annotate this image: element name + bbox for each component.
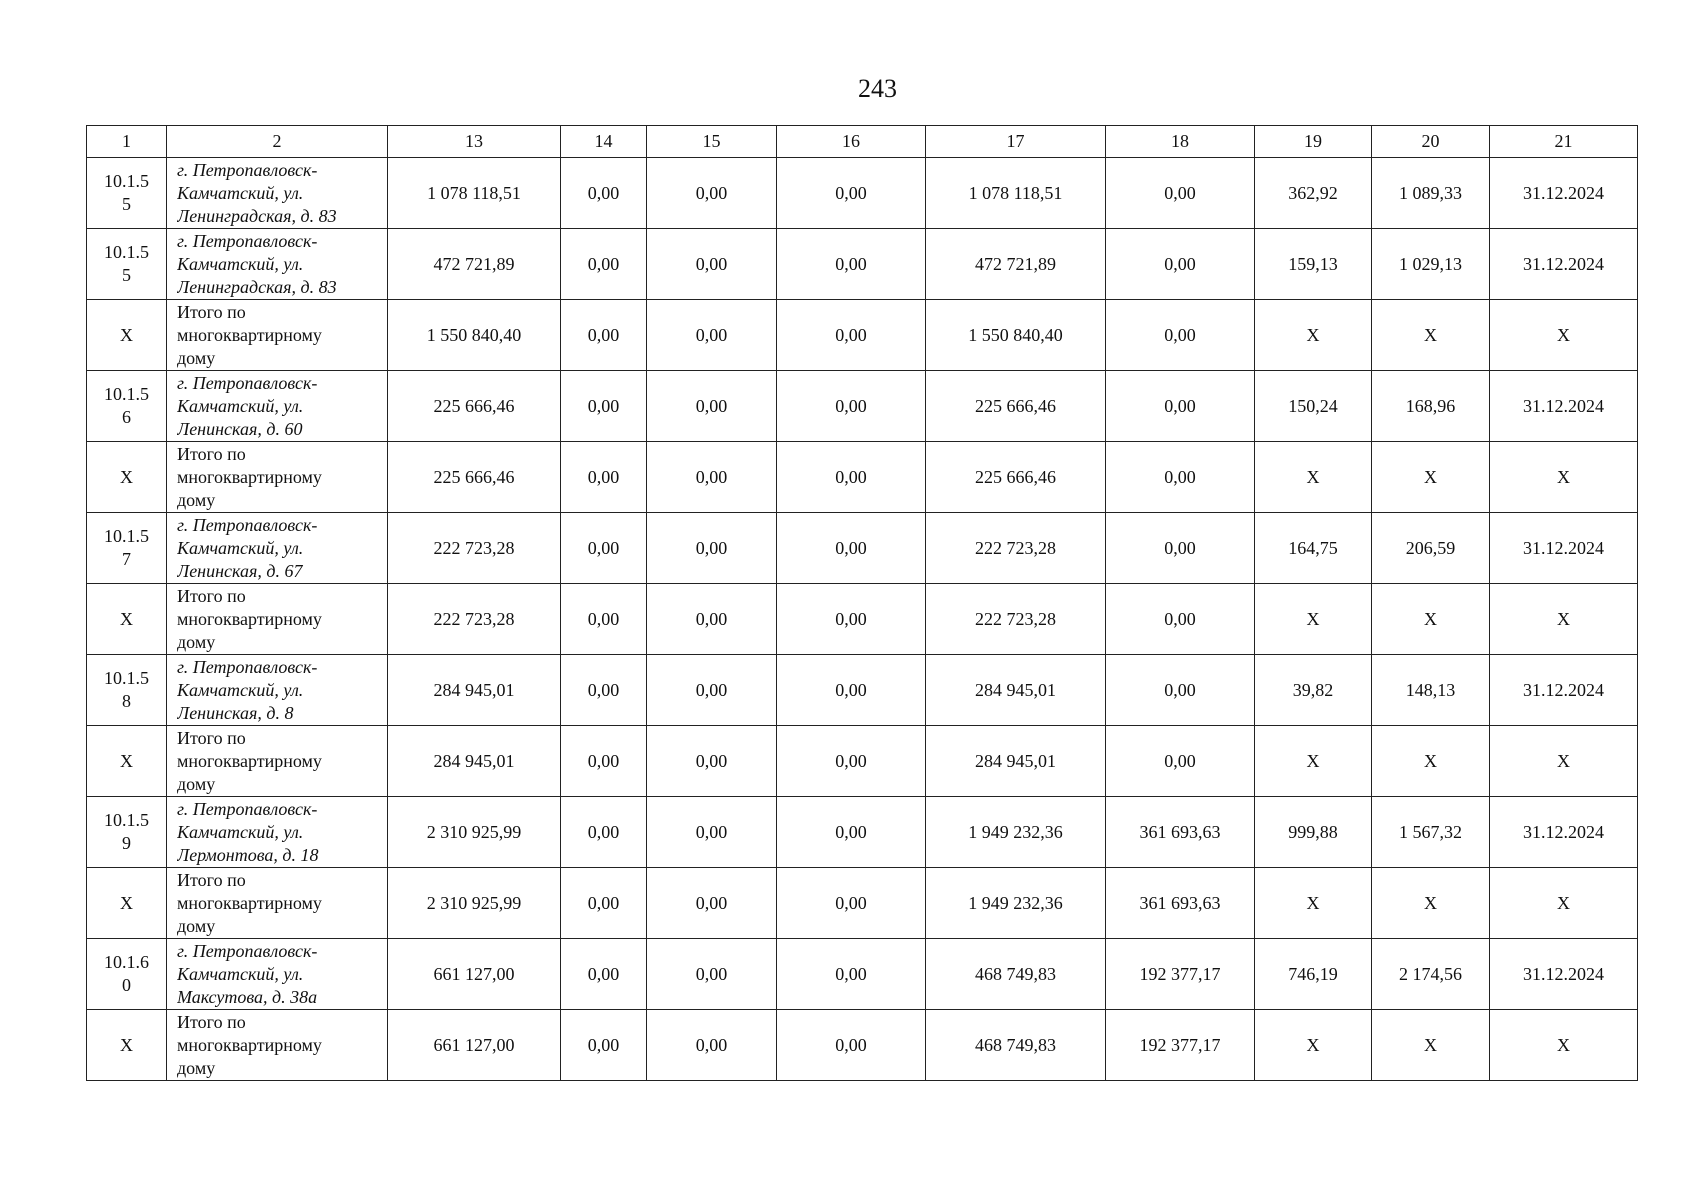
row-number-cell: 10.1.5 9 (87, 797, 167, 868)
address-cell (167, 797, 388, 868)
address-cell (167, 371, 388, 442)
value-cell-16: 0,00 (777, 371, 926, 442)
value-cell-13: 222 723,28 (388, 513, 561, 584)
value-cell-14: 0,00 (561, 442, 647, 513)
value-cell-18: 0,00 (1106, 442, 1255, 513)
table-body (87, 126, 1638, 1081)
row-number-cell: Х (87, 868, 167, 939)
value-cell-18: 0,00 (1106, 229, 1255, 300)
address-line: многоквартирному (177, 893, 322, 913)
table-row (87, 939, 1638, 1010)
value-cell-19: 746,19 (1255, 939, 1372, 1010)
row-number-cell: 10.1.5 5 (87, 229, 167, 300)
value-cell-16: 0,00 (777, 726, 926, 797)
value-cell-15: 0,00 (647, 655, 777, 726)
value-cell-16: 0,00 (777, 229, 926, 300)
address-line: Камчатский, ул. (177, 822, 304, 842)
address-line: многоквартирному (177, 467, 322, 487)
value-cell-14: 0,00 (561, 726, 647, 797)
value-cell-21: 31.12.2024 (1490, 371, 1638, 442)
value-cell-16: 0,00 (777, 939, 926, 1010)
address-line: Лермонтова, д. 18 (177, 845, 319, 865)
address-cell (167, 655, 388, 726)
page-number: 243 (858, 74, 897, 103)
address-text (177, 229, 387, 299)
value-cell-14: 0,00 (561, 1010, 647, 1081)
value-cell-13: 284 945,01 (388, 655, 561, 726)
address-line: г. Петропавловск- (177, 799, 318, 819)
value-cell-20: Х (1372, 584, 1490, 655)
value-cell-20: 2 174,56 (1372, 939, 1490, 1010)
table-header-row (87, 126, 1638, 158)
address-cell (167, 300, 388, 371)
value-cell-14: 0,00 (561, 655, 647, 726)
value-cell-14: 0,00 (561, 229, 647, 300)
table-row (87, 229, 1638, 300)
address-line: многоквартирному (177, 325, 322, 345)
value-cell-21: Х (1490, 1010, 1638, 1081)
value-cell-13: 222 723,28 (388, 584, 561, 655)
address-line: г. Петропавловск- (177, 231, 318, 251)
column-header: 18 (1106, 126, 1255, 158)
value-cell-15: 0,00 (647, 513, 777, 584)
value-cell-15: 0,00 (647, 868, 777, 939)
value-cell-14: 0,00 (561, 939, 647, 1010)
address-line: Итого по (177, 302, 246, 322)
value-cell-13: 225 666,46 (388, 371, 561, 442)
address-line: дому (177, 916, 216, 936)
value-cell-13: 472 721,89 (388, 229, 561, 300)
address-cell (167, 868, 388, 939)
address-line: дому (177, 774, 216, 794)
value-cell-21: Х (1490, 300, 1638, 371)
value-cell-13: 2 310 925,99 (388, 868, 561, 939)
value-cell-17: 225 666,46 (926, 442, 1106, 513)
address-line: Итого по (177, 1012, 246, 1032)
column-header: 19 (1255, 126, 1372, 158)
table-row (87, 655, 1638, 726)
table-row (87, 797, 1638, 868)
row-number-cell: Х (87, 584, 167, 655)
value-cell-19: Х (1255, 584, 1372, 655)
value-cell-16: 0,00 (777, 158, 926, 229)
value-cell-19: 999,88 (1255, 797, 1372, 868)
address-line: Камчатский, ул. (177, 964, 304, 984)
column-header: 20 (1372, 126, 1490, 158)
table-row (87, 300, 1638, 371)
value-cell-17: 225 666,46 (926, 371, 1106, 442)
value-cell-18: 0,00 (1106, 371, 1255, 442)
value-cell-20: Х (1372, 726, 1490, 797)
address-line: многоквартирному (177, 751, 322, 771)
value-cell-21: Х (1490, 584, 1638, 655)
value-cell-18: 361 693,63 (1106, 797, 1255, 868)
value-cell-19: Х (1255, 726, 1372, 797)
row-number-cell: 10.1.5 5 (87, 158, 167, 229)
address-line: г. Петропавловск- (177, 941, 318, 961)
column-header: 14 (561, 126, 647, 158)
address-line: дому (177, 490, 216, 510)
address-cell (167, 158, 388, 229)
table-row (87, 513, 1638, 584)
table-row (87, 1010, 1638, 1081)
address-text (177, 158, 387, 228)
address-line: многоквартирному (177, 609, 322, 629)
value-cell-16: 0,00 (777, 300, 926, 371)
value-cell-14: 0,00 (561, 868, 647, 939)
address-line: дому (177, 348, 216, 368)
address-line: Итого по (177, 586, 246, 606)
column-header: 13 (388, 126, 561, 158)
value-cell-18: 192 377,17 (1106, 939, 1255, 1010)
value-cell-19: 150,24 (1255, 371, 1372, 442)
value-cell-20: 148,13 (1372, 655, 1490, 726)
value-cell-19: Х (1255, 442, 1372, 513)
value-cell-18: 0,00 (1106, 726, 1255, 797)
column-header: 17 (926, 126, 1106, 158)
value-cell-18: 0,00 (1106, 158, 1255, 229)
address-text (177, 1010, 387, 1080)
address-line: Итого по (177, 728, 246, 748)
value-cell-16: 0,00 (777, 442, 926, 513)
address-line: дому (177, 632, 216, 652)
row-number-cell: 10.1.5 8 (87, 655, 167, 726)
value-cell-20: 1 029,13 (1372, 229, 1490, 300)
table-row (87, 371, 1638, 442)
address-line: Камчатский, ул. (177, 538, 304, 558)
value-cell-19: 164,75 (1255, 513, 1372, 584)
address-line: многоквартирному (177, 1035, 322, 1055)
address-line: г. Петропавловск- (177, 657, 318, 677)
address-cell (167, 726, 388, 797)
address-cell (167, 229, 388, 300)
address-text (177, 939, 387, 1009)
value-cell-19: 159,13 (1255, 229, 1372, 300)
value-cell-15: 0,00 (647, 726, 777, 797)
value-cell-13: 1 550 840,40 (388, 300, 561, 371)
value-cell-13: 2 310 925,99 (388, 797, 561, 868)
row-number-cell: 10.1.5 7 (87, 513, 167, 584)
value-cell-15: 0,00 (647, 797, 777, 868)
value-cell-15: 0,00 (647, 229, 777, 300)
address-line: Ленинская, д. 60 (177, 419, 303, 439)
address-line: Итого по (177, 444, 246, 464)
row-number-cell: Х (87, 300, 167, 371)
value-cell-20: Х (1372, 300, 1490, 371)
value-cell-18: 0,00 (1106, 655, 1255, 726)
table-row (87, 584, 1638, 655)
value-cell-18: 192 377,17 (1106, 1010, 1255, 1081)
value-cell-20: 1 567,32 (1372, 797, 1490, 868)
address-line: г. Петропавловск- (177, 515, 318, 535)
value-cell-18: 0,00 (1106, 300, 1255, 371)
value-cell-21: Х (1490, 726, 1638, 797)
column-header: 16 (777, 126, 926, 158)
value-cell-19: 362,92 (1255, 158, 1372, 229)
address-text (177, 442, 387, 512)
value-cell-19: Х (1255, 300, 1372, 371)
address-cell (167, 442, 388, 513)
value-cell-21: 31.12.2024 (1490, 655, 1638, 726)
value-cell-15: 0,00 (647, 300, 777, 371)
column-header: 15 (647, 126, 777, 158)
value-cell-14: 0,00 (561, 371, 647, 442)
value-cell-17: 222 723,28 (926, 513, 1106, 584)
column-header: 21 (1490, 126, 1638, 158)
row-number-cell: 10.1.5 6 (87, 371, 167, 442)
address-text (177, 371, 387, 441)
address-text (177, 513, 387, 583)
value-cell-20: Х (1372, 442, 1490, 513)
table-row (87, 726, 1638, 797)
value-cell-17: 284 945,01 (926, 655, 1106, 726)
address-line: Ленинградская, д. 83 (177, 206, 337, 226)
value-cell-20: Х (1372, 868, 1490, 939)
address-line: Ленинградская, д. 83 (177, 277, 337, 297)
address-line: Ленинская, д. 8 (177, 703, 294, 723)
value-cell-21: 31.12.2024 (1490, 797, 1638, 868)
address-cell (167, 1010, 388, 1081)
value-cell-19: 39,82 (1255, 655, 1372, 726)
address-line: г. Петропавловск- (177, 160, 318, 180)
value-cell-16: 0,00 (777, 513, 926, 584)
value-cell-14: 0,00 (561, 797, 647, 868)
row-number-cell: 10.1.6 0 (87, 939, 167, 1010)
address-cell (167, 584, 388, 655)
value-cell-17: 468 749,83 (926, 1010, 1106, 1081)
value-cell-13: 225 666,46 (388, 442, 561, 513)
value-cell-20: 206,59 (1372, 513, 1490, 584)
value-cell-15: 0,00 (647, 442, 777, 513)
value-cell-15: 0,00 (647, 939, 777, 1010)
value-cell-15: 0,00 (647, 371, 777, 442)
value-cell-14: 0,00 (561, 300, 647, 371)
address-cell (167, 513, 388, 584)
address-text (177, 868, 387, 938)
value-cell-16: 0,00 (777, 584, 926, 655)
value-cell-14: 0,00 (561, 584, 647, 655)
address-line: Камчатский, ул. (177, 396, 304, 416)
address-cell (167, 939, 388, 1010)
table-row (87, 442, 1638, 513)
value-cell-14: 0,00 (561, 513, 647, 584)
value-cell-17: 468 749,83 (926, 939, 1106, 1010)
value-cell-16: 0,00 (777, 868, 926, 939)
value-cell-21: Х (1490, 868, 1638, 939)
value-cell-19: Х (1255, 1010, 1372, 1081)
value-cell-21: Х (1490, 442, 1638, 513)
value-cell-13: 1 078 118,51 (388, 158, 561, 229)
value-cell-16: 0,00 (777, 1010, 926, 1081)
value-cell-17: 1 550 840,40 (926, 300, 1106, 371)
address-line: Камчатский, ул. (177, 183, 304, 203)
address-line: дому (177, 1058, 216, 1078)
value-cell-20: Х (1372, 1010, 1490, 1081)
value-cell-21: 31.12.2024 (1490, 229, 1638, 300)
address-text (177, 300, 387, 370)
value-cell-17: 472 721,89 (926, 229, 1106, 300)
address-text (177, 726, 387, 796)
address-line: Итого по (177, 870, 246, 890)
value-cell-21: 31.12.2024 (1490, 513, 1638, 584)
value-cell-17: 1 078 118,51 (926, 158, 1106, 229)
value-cell-13: 661 127,00 (388, 939, 561, 1010)
address-line: г. Петропавловск- (177, 373, 318, 393)
row-number-cell: Х (87, 442, 167, 513)
value-cell-18: 0,00 (1106, 584, 1255, 655)
address-text (177, 797, 387, 867)
value-cell-17: 1 949 232,36 (926, 868, 1106, 939)
value-cell-15: 0,00 (647, 158, 777, 229)
value-cell-21: 31.12.2024 (1490, 939, 1638, 1010)
value-cell-15: 0,00 (647, 1010, 777, 1081)
value-cell-18: 361 693,63 (1106, 868, 1255, 939)
row-number-cell: Х (87, 1010, 167, 1081)
value-cell-17: 222 723,28 (926, 584, 1106, 655)
row-number-cell: Х (87, 726, 167, 797)
value-cell-20: 168,96 (1372, 371, 1490, 442)
table-row (87, 868, 1638, 939)
value-cell-20: 1 089,33 (1372, 158, 1490, 229)
value-cell-13: 284 945,01 (388, 726, 561, 797)
column-header: 2 (167, 126, 388, 158)
value-cell-18: 0,00 (1106, 513, 1255, 584)
address-line: Камчатский, ул. (177, 680, 304, 700)
address-text (177, 655, 387, 725)
value-cell-14: 0,00 (561, 158, 647, 229)
value-cell-13: 661 127,00 (388, 1010, 561, 1081)
value-cell-17: 284 945,01 (926, 726, 1106, 797)
address-line: Ленинская, д. 67 (177, 561, 303, 581)
value-cell-21: 31.12.2024 (1490, 158, 1638, 229)
address-text (177, 584, 387, 654)
column-header: 1 (87, 126, 167, 158)
value-cell-15: 0,00 (647, 584, 777, 655)
data-table (86, 125, 1638, 1081)
value-cell-19: Х (1255, 868, 1372, 939)
value-cell-16: 0,00 (777, 797, 926, 868)
address-line: Максутова, д. 38а (177, 987, 318, 1007)
table-row (87, 158, 1638, 229)
address-line: Камчатский, ул. (177, 254, 304, 274)
value-cell-16: 0,00 (777, 655, 926, 726)
value-cell-17: 1 949 232,36 (926, 797, 1106, 868)
